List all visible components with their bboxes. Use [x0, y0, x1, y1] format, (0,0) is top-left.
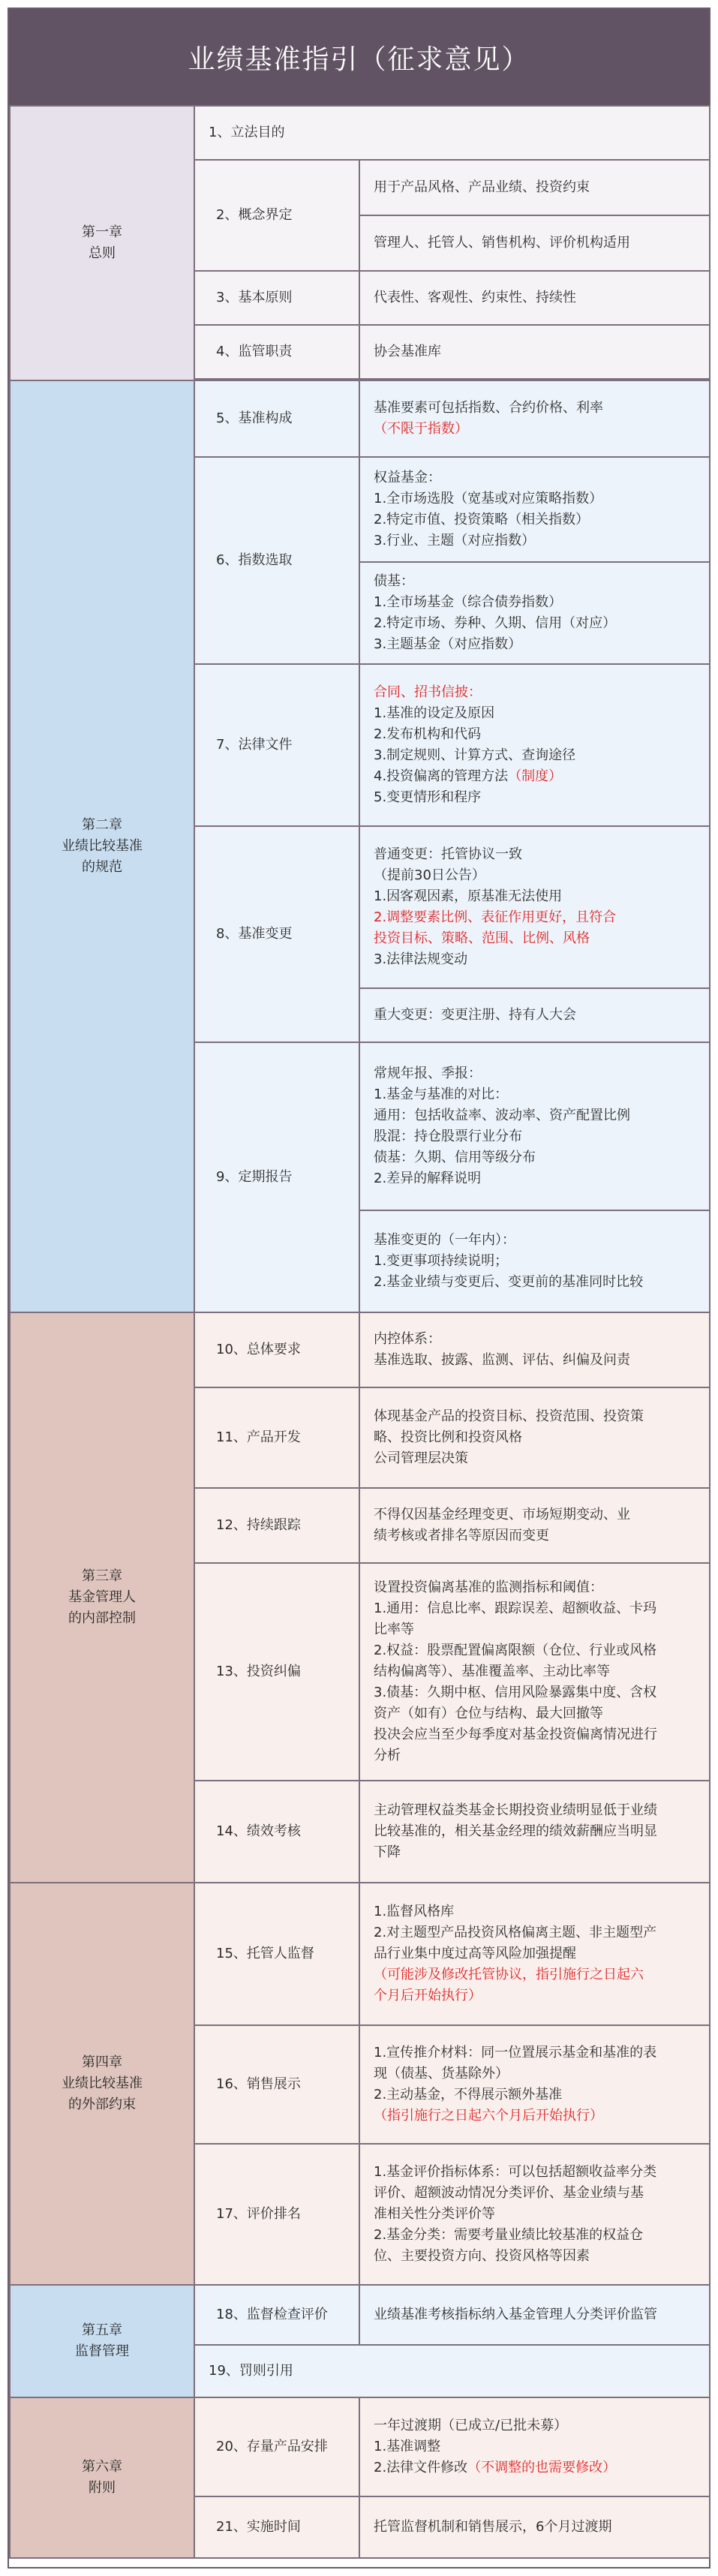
article-10: 10、总体要求: [194, 1312, 359, 1387]
article-5-detail: 基准要素可包括指数、合约价格、利率 （不限于指数）: [359, 380, 710, 457]
chapter-1: [10, 106, 194, 380]
chapter-2: [10, 380, 194, 1312]
article-11-detail: 体现基金产品的投资目标、投资范围、投资策 略、投资比例和投资风格 公司管理层决策: [359, 1387, 710, 1488]
article-2-detail-1: 用于产品风格、产品业绩、投资约束: [359, 160, 710, 215]
chapter-title: 业绩比较基准: [62, 2076, 143, 2091]
chapter-number: 第二章: [82, 817, 122, 833]
guideline-table: [9, 105, 710, 2559]
article-15-detail: 1.监督风格库 2.对主题型产品投资风格偏离主题、非主题型产 品行业集中度过高等风险加强提醒 （可能涉及修改托管协议，指引施行之日起六 个月后开始执行）: [359, 1883, 710, 2025]
chapter-number: 第六章: [82, 2459, 122, 2475]
document-frame: [8, 8, 710, 2568]
article-7: 7、法律文件: [194, 664, 359, 826]
article-9-change-report: 基准变更的（一年内）： 1.变更事项持续说明； 2.基金业绩与变更后、变更前的基准同时比较: [359, 1210, 710, 1312]
chapter-6: [10, 2397, 194, 2558]
chapter-title: 基金管理人: [68, 1589, 136, 1605]
chapter-title: 总则: [89, 245, 116, 261]
article-18: 18、监督检查评价: [194, 2285, 359, 2345]
article-2-detail-2: 管理人、托管人、销售机构、评价机构适用: [359, 215, 710, 271]
article-20: 20、存量产品安排: [194, 2397, 359, 2496]
article-3-detail: 代表性、客观性、约束性、持续性: [359, 271, 710, 325]
chapter-title: 监督管理: [75, 2343, 129, 2359]
chapter-title: 业绩比较基准: [62, 838, 143, 854]
chapter-number: 第一章: [82, 224, 122, 240]
article-14-detail: 主动管理权益类基金长期投资业绩明显低于业绩 比较基准的，相关基金经理的绩效薪酬应当明显 下降: [359, 1781, 710, 1883]
article-19: 19、罚则引用: [194, 2345, 710, 2397]
chapter-title-cont: 的规范: [82, 859, 122, 875]
article-9: 9、定期报告: [194, 1042, 359, 1312]
chapter-title: 附则: [89, 2480, 116, 2496]
article-8: 8、基准变更: [194, 826, 359, 1042]
article-8-normal-change: 普通变更：托管协议一致 （提前30日公告） 1.因客观因素，原基准无法使用 2.调整要素比例、表征作用更好，且符合 投资目标、策略、范围、比例、风格 3.法律法规变动: [359, 826, 710, 988]
chapter-number: 第三章: [82, 1568, 122, 1584]
document-title: 业绩基准指引（征求意见）: [9, 9, 709, 105]
article-13-detail: 设置投资偏离基准的监测指标和阈值： 1.通用：信息比率、跟踪误差、超额收益、卡玛 比率等 2.权益：股票配置偏离限额（仓位、行业或风格 结构偏离等）、基准覆盖率、主动比率等 3.债基：久期中枢、信用风险暴露集中度、含权 资产（如有）仓位与结构、最大回撤等 投决会应当至少每季度对基金投资偏离情况进行 分析: [359, 1563, 710, 1781]
article-3: 3、基本原则: [194, 271, 359, 325]
article-2: 2、概念界定: [194, 160, 359, 271]
article-18-detail: 业绩基准考核指标纳入基金管理人分类评价监管: [359, 2285, 710, 2345]
article-4: 4、监管职责: [194, 325, 359, 379]
article-5: 5、基准构成: [194, 380, 359, 457]
article-20-detail: 一年过渡期（已成立/已批未募） 1.基准调整 2.法律文件修改（不调整的也需要修改）: [359, 2397, 710, 2496]
article-16-detail: 1.宣传推介材料：同一位置展示基金和基准的表 现（债基、货基除外） 2.主动基金，不得展示额外基准 （指引施行之日起六个月后开始执行）: [359, 2025, 710, 2144]
article-6: 6、指数选取: [194, 457, 359, 664]
article-12: 12、持续跟踪: [194, 1488, 359, 1563]
article-1: 1、立法目的: [194, 106, 710, 160]
chapter-5: [10, 2285, 194, 2397]
article-13: 13、投资纠偏: [194, 1563, 359, 1781]
article-15: 15、托管人监督: [194, 1883, 359, 2025]
article-17: 17、评价排名: [194, 2144, 359, 2285]
chapter-4: [10, 1883, 194, 2285]
chapter-number: 第四章: [82, 2054, 122, 2070]
article-4-detail: 协会基准库: [359, 325, 710, 379]
article-12-detail: 不得仅因基金经理变更、市场短期变动、业 绩考核或者排名等原因而变更: [359, 1488, 710, 1563]
chapter-number: 第五章: [82, 2322, 122, 2338]
article-21-detail: 托管监督机制和销售展示，6个月过渡期: [359, 2496, 710, 2558]
article-16: 16、销售展示: [194, 2025, 359, 2144]
article-11: 11、产品开发: [194, 1387, 359, 1488]
chapter-title-cont: 的内部控制: [68, 1610, 136, 1626]
chapter-3: [10, 1312, 194, 1883]
article-14: 14、绩效考核: [194, 1781, 359, 1883]
chapter-title-cont: 的外部约束: [68, 2097, 136, 2112]
article-6-bond: 债基： 1.全市场基金（综合债券指数） 2.特定市场、券种、久期、信用（对应） 3.主题基金（对应指数）: [359, 562, 710, 664]
article-8-major-change: 重大变更：变更注册、持有人大会: [359, 988, 710, 1042]
article-6-equity: 权益基金： 1.全市场选股（宽基或对应策略指数） 2.特定市值、投资策略（相关指数） 3.行业、主题（对应指数）: [359, 457, 710, 562]
article-7-detail: 合同、招书信披： 1.基准的设定及原因 2.发布机构和代码 3.制定规则、计算方式、查询途径 4.投资偏离的管理方法（制度） 5.变更情形和程序: [359, 664, 710, 826]
article-17-detail: 1.基金评价指标体系：可以包括超额收益率分类 评价、超额波动情况分类评价、基金业绩与基 准相关性分类评价等 2.基金分类：需要考量业绩比较基准的权益仓 位、主要投资方向、投资风格等因素: [359, 2144, 710, 2285]
article-21: 21、实施时间: [194, 2496, 359, 2558]
article-10-detail: 内控体系： 基准选取、披露、监测、评估、纠偏及问责: [359, 1312, 710, 1387]
article-9-regular-report: 常规年报、季报： 1.基金与基准的对比： 通用：包括收益率、波动率、资产配置比例 股混：持仓股票行业分布 债基：久期、信用等级分布 2.差异的解释说明: [359, 1042, 710, 1210]
